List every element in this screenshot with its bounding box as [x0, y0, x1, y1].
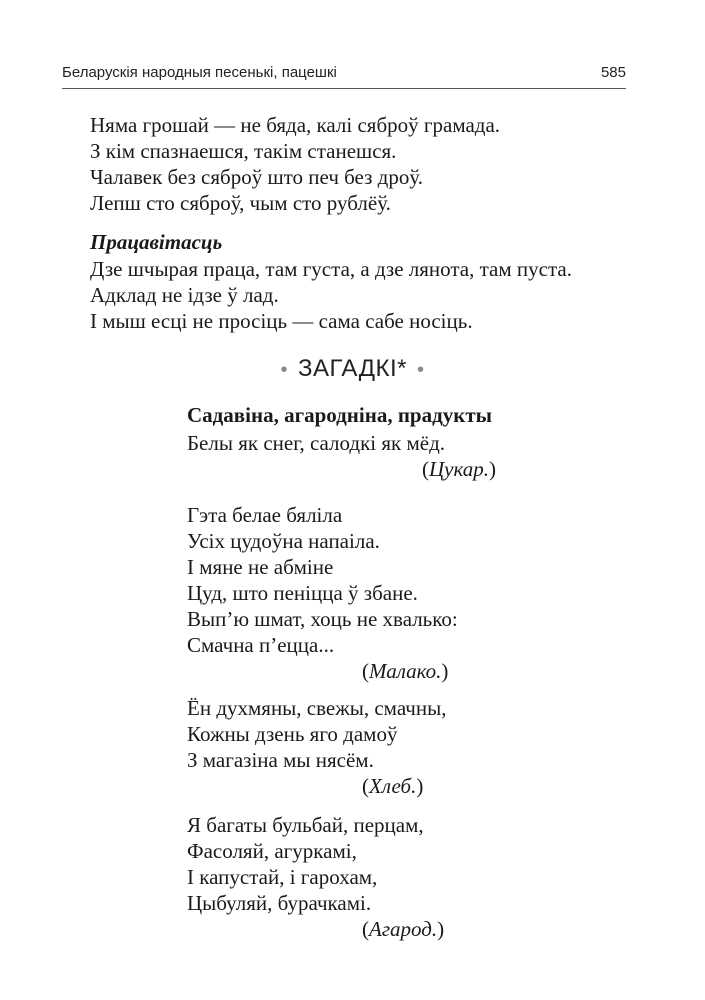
- riddle-answer-text: Малако.: [369, 659, 442, 683]
- riddles-section-title: [0, 355, 705, 383]
- riddle-line: Ён духмяны, свежы, смачны,: [187, 696, 447, 720]
- riddle-line: Кожны дзень яго дамоў: [187, 722, 398, 746]
- riddle-line: Я багаты бульбай, перцам,: [187, 813, 424, 837]
- riddle-line: І капустай, і гарохам,: [187, 865, 378, 889]
- riddle-3: [187, 695, 446, 799]
- riddle-line: Фасоляй, агуркамі,: [187, 839, 357, 863]
- riddle-line: Усіх цудоўна напаіла.: [187, 529, 380, 553]
- section-heading-diligence: Працавітасць: [90, 230, 223, 254]
- riddle-answer-text: Хлеб.: [369, 774, 417, 798]
- riddle-answer: (Агарод.): [362, 917, 445, 941]
- proverb-line: Адклад не ідзе ў лад.: [90, 283, 279, 307]
- riddle-line: Цыбуляй, бурачкамі.: [187, 891, 372, 915]
- riddle-line: Белы як снег, салодкі як мёд.: [187, 431, 446, 455]
- riddle-1: [187, 430, 496, 482]
- riddle-line: Гэта белае бяліла: [187, 503, 343, 527]
- riddle-line: Цуд, што пеніцца ў збане.: [187, 581, 418, 605]
- riddle-answer-text: Цукар.: [429, 457, 490, 481]
- bullet-dot-icon: •: [416, 359, 425, 381]
- riddle-line: Вып’ю шмат, хоць не хвалько:: [187, 607, 458, 631]
- riddles-subheading: Садавіна, агародніна, прадукты: [187, 403, 493, 427]
- proverb-line: І мыш есці не просіць — сама сабе носіць.: [90, 309, 473, 333]
- proverbs-friends: [90, 112, 500, 216]
- proverb-line: Чалавек без сяброў што печ без дроў.: [90, 165, 423, 189]
- proverb-line: Няма грошай — не бяда, калі сяброў грамада.: [90, 113, 501, 137]
- riddle-line: І мяне не абміне: [187, 555, 334, 579]
- riddle-line: Смачна п’ецца...: [187, 633, 335, 657]
- bullet-dot-icon: •: [280, 359, 289, 381]
- running-header: [62, 60, 626, 89]
- header-title: Беларускія народныя песенькі, пацешкі: [62, 64, 337, 81]
- riddle-line: З магазіна мы нясём.: [187, 748, 374, 772]
- riddle-answer: (Хлеб.): [362, 774, 424, 798]
- proverb-line: З кім спазнаешся, такім станешся.: [90, 139, 397, 163]
- riddle-answer: (Цукар.): [422, 457, 497, 481]
- riddle-answer: (Малако.): [362, 659, 449, 683]
- proverb-line: Лепш сто сяброў, чым сто рублёў.: [90, 191, 391, 215]
- riddle-4: [187, 812, 444, 942]
- riddle-answer-text: Агарод.: [369, 917, 438, 941]
- proverbs-diligence: [90, 256, 572, 334]
- riddle-2: [187, 502, 458, 684]
- page-number: 585: [600, 64, 626, 81]
- riddles-title-text: ЗАГАДКІ*: [298, 355, 407, 382]
- proverb-line: Дзе шчырая праца, там густа, а дзе лянота, там пуста.: [90, 257, 572, 281]
